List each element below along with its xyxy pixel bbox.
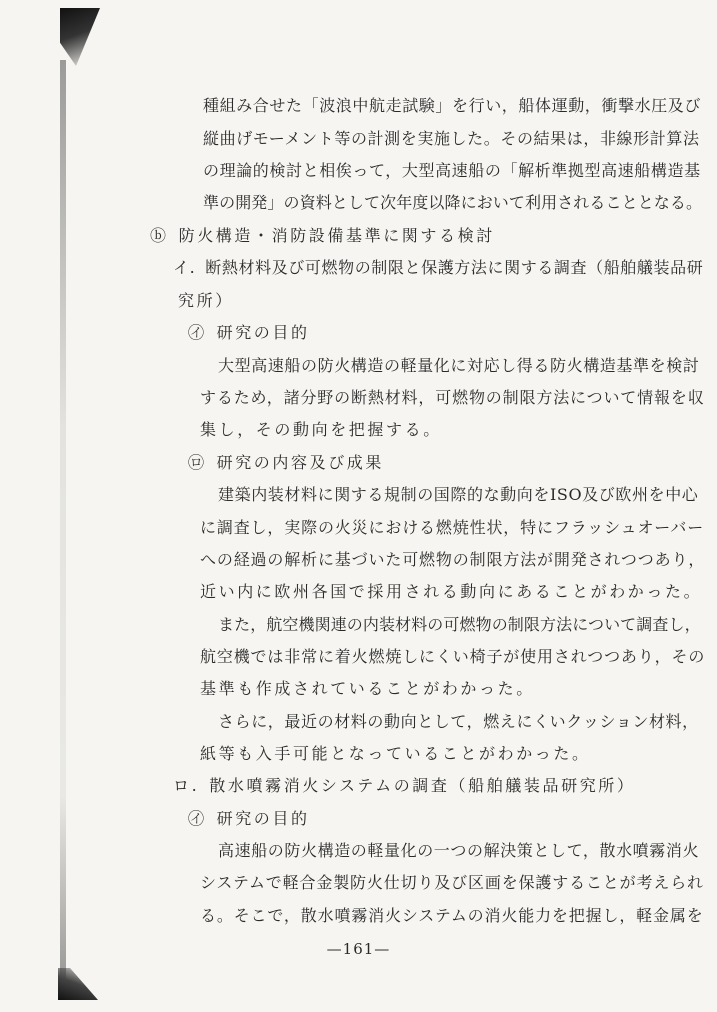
- body-line: 基準も作成されていることがわかった。: [200, 679, 535, 698]
- item-heading: [188, 809, 310, 829]
- body-line: 準の開発」の資料として次年度以降において利用されることとなる。: [203, 193, 703, 212]
- subsection-heading: [173, 258, 703, 278]
- body-line: に調査し，実際の火災における燃焼性状，特にフラッシュオーバー: [200, 518, 705, 537]
- body-line: 集し，その動向を把握する。: [200, 420, 442, 439]
- scan-shadow-top: [60, 8, 100, 66]
- subsection-heading-text: 散水噴霧消火システムの調査（船舶艤装品研究所）: [209, 776, 636, 795]
- item-heading-text: 研究の内容及び成果: [216, 453, 385, 472]
- subsection-heading-text: 断熱材料及び可燃物の制限と保護方法に関する調査（船舶艤装品研: [205, 258, 704, 277]
- body-line: への経過の解析に基づいた可燃物の制限方法が開発されつつあり，: [200, 550, 706, 569]
- body-line: る。そこで，散水噴霧消火システムの消火能力を把握し，軽金属を: [200, 906, 704, 925]
- scan-shadow-left: [60, 60, 66, 980]
- item-marker: ㋑: [188, 809, 207, 828]
- body-line: また，航空機関連の内装材料の可燃物の制限方法について調査し，: [218, 615, 701, 634]
- subsection-heading: [173, 776, 636, 796]
- body-line: するため，諸分野の断熱材料，可燃物の制限方法について情報を収: [200, 388, 705, 407]
- item-marker: ㋺: [188, 453, 207, 472]
- body-line: 種組み合せた「波浪中航走試験」を行い，船体運動，衝撃水圧及び: [203, 96, 702, 115]
- subsection-marker: イ.: [173, 258, 196, 277]
- section-heading-text: 防火構造・消防設備基準に関する検討: [178, 226, 495, 245]
- body-line: 高速船の防火構造の軽量化の一つの解決策として，散水噴霧消火: [218, 841, 700, 860]
- item-marker: ㋑: [188, 323, 207, 342]
- body-line: の理論的検討と相俟って，大型高速船の「解析準拠型高速船構造基: [203, 161, 701, 180]
- body-line: 大型高速船の防火構造の軽量化に対応し得る防火構造基準を検討: [218, 356, 700, 375]
- section-marker: ⓑ: [150, 226, 169, 245]
- body-line: 近い内に欧州各国で採用される動向にあることがわかった。: [200, 582, 703, 601]
- item-heading: [188, 453, 384, 473]
- body-line: システムで軽合金製防火仕切り及び区画を保護することが考えられ: [200, 873, 704, 892]
- body-line: 航空機では非常に着火燃焼しにくい椅子が使用されつつあり，その: [200, 647, 706, 666]
- subsection-marker: ロ.: [173, 776, 200, 795]
- item-heading: [188, 323, 310, 343]
- body-line: 建築内装材料に関する規制の国際的な動向をISO及び欧州を中心: [218, 485, 699, 504]
- item-heading-text: 研究の目的: [216, 323, 310, 342]
- item-heading-text: 研究の目的: [216, 809, 310, 828]
- subsection-heading-cont: 究所）: [178, 291, 234, 310]
- body-line: 紙等も入手可能となっていることがわかった。: [200, 744, 591, 763]
- section-heading: [150, 226, 495, 246]
- body-line: さらに，最近の材料の動向として，燃えにくいクッション材料，: [218, 712, 699, 731]
- body-line: 縦曲げモーメント等の計測を実施した。その結果は，非線形計算法: [203, 129, 700, 148]
- page-number: —161—: [326, 940, 391, 958]
- scan-shadow-bottom: [58, 968, 98, 1000]
